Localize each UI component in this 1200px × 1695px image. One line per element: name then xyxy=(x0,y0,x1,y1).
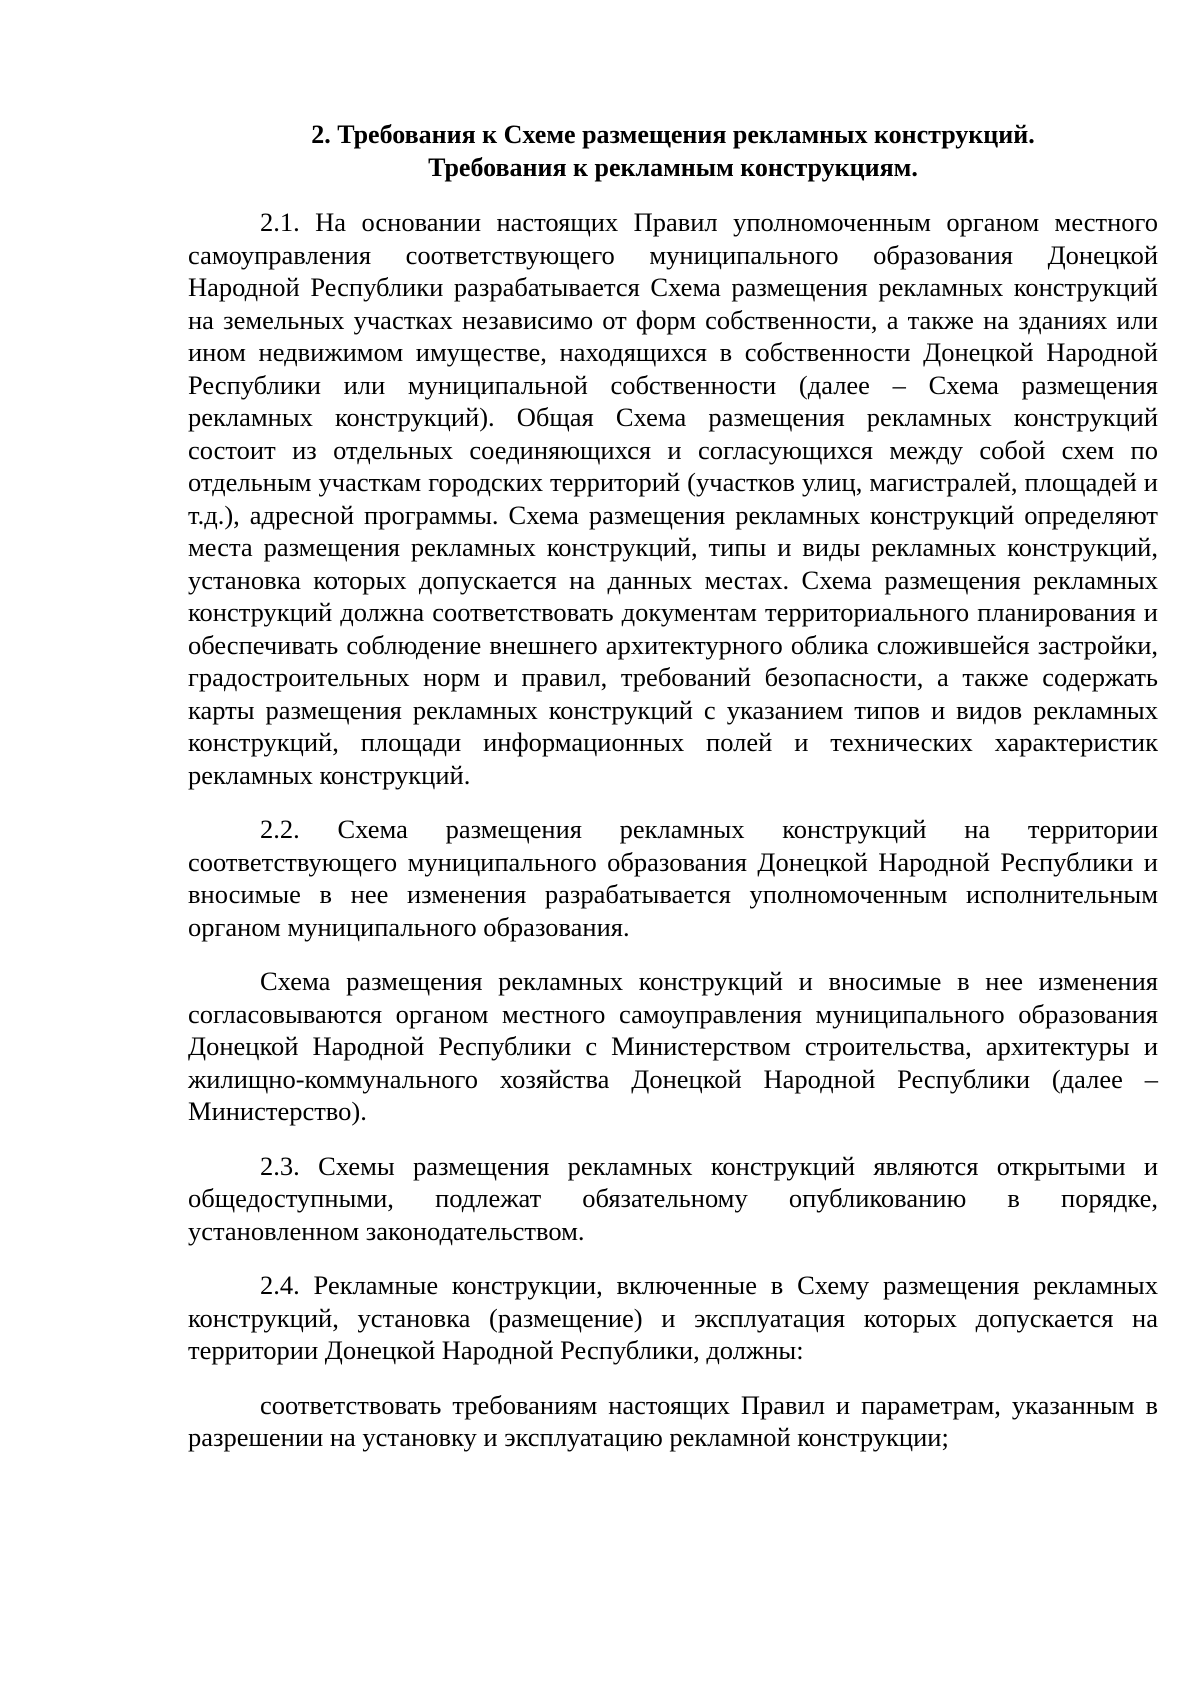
section-heading-line-1: 2. Требования к Схеме размещения рекламных конструкций. xyxy=(311,120,1035,149)
paragraph-2-3: 2.3. Схемы размещения рекламных конструкций являются открытыми и общедоступными, подлежат обязательному опубликованию в порядке, установленном законодательством. xyxy=(188,1150,1158,1246)
paragraph-2-2: 2.2. Схема размещения рекламных конструкций на территории соответствующего муниципального образования Донецкой Народной Республики и вносимые в нее изменения разрабатывается уполномоченным исполнительным органом муниципального образования. xyxy=(188,814,1158,942)
document-page xyxy=(188,118,1158,1476)
paragraph-2-4: 2.4. Рекламные конструкции, включенные в Схему размещения рекламных конструкций, установка (размещение) и эксплуатация которых допускается на территории Донецкой Народной Республики, должны: xyxy=(188,1270,1158,1365)
section-heading xyxy=(188,118,1158,184)
paragraph-2-1: 2.1. На основании настоящих Правил уполномоченным органом местного самоуправления соответствующего муниципального образования Донецкой Народной Республики разрабатывается Схема размещения рекламных конструкций на земельных участках независимо от форм собственности, а также на зданиях или ином недвижимом имуществе, находящихся в собственности Донецкой Народной Республики или муниципальной собственности (далее – Схема размещения рекламных конструкций). Общая Схема размещения рекламных конструкций состоит из отдельных соединяющихся и согласующихся между собой схем по отдельным участкам городских территорий (участков улиц, магистралей, площадей и т.д.), адресной программы. Схема размещения рекламных конструкций определяют места размещения рекламных конструкций, типы и виды рекламных конструкций, установка которых допускается на данных местах. Схема размещения рекламных конструкций должна соответствовать документам территориального планирования и обеспечивать соблюдение внешнего архитектурного облика сложившейся застройки, градостроительных норм и правил, требований безопасности, а также содержать карты размещения рекламных конструкций с указанием типов и видов рекламных конструкций, площади информационных полей и технических характеристик рекламных конструкций. xyxy=(188,207,1158,790)
paragraph-requirement-item: соответствовать требованиям настоящих Правил и параметрам, указанным в разрешении на установку и эксплуатацию рекламной конструкции; xyxy=(188,1389,1158,1452)
section-heading-line-2: Требования к рекламным конструкциям. xyxy=(428,153,918,182)
paragraph-scheme-approval: Схема размещения рекламных конструкций и вносимые в нее изменения согласовываются органом местного самоуправления муниципального образования Донецкой Народной Республики с Министерством строительства, архитектуры и жилищно-коммунального хозяйства Донецкой Народной Республики (далее – Министерство). xyxy=(188,966,1158,1126)
